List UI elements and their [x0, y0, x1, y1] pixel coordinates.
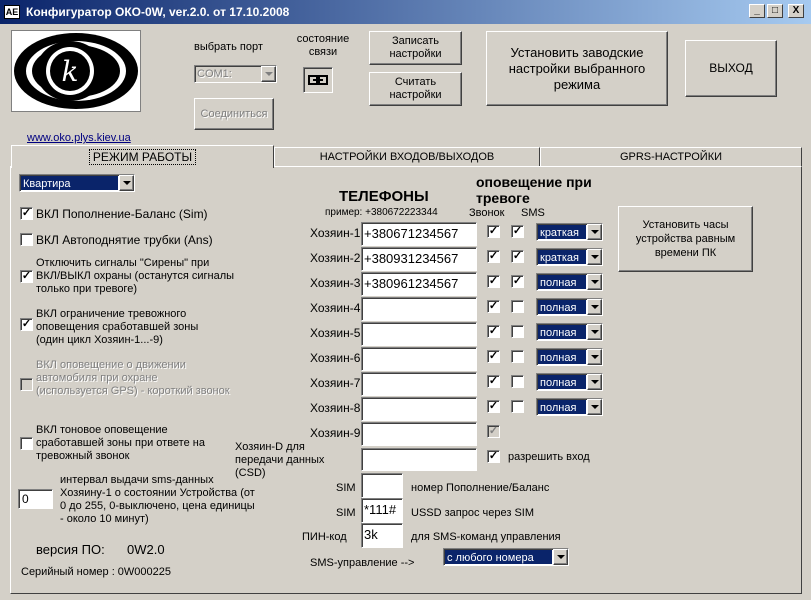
sim-ussd-input[interactable]: *111# [361, 498, 403, 523]
owner-phone-input[interactable] [361, 422, 477, 446]
owner-call-checkbox[interactable]: ✓ [488, 250, 499, 262]
chevron-down-icon [587, 299, 602, 315]
option-siren-off-checkbox[interactable]: ✓ [21, 270, 32, 282]
chevron-down-icon [587, 224, 602, 240]
alert-heading: оповещение при тревоге [476, 174, 592, 206]
minimize-button[interactable]: _ [749, 4, 765, 18]
sim-balance-label: SIM [336, 482, 356, 494]
website-link[interactable]: www.oko.plys.kiev.ua [27, 132, 131, 144]
app-icon: AE [5, 7, 19, 17]
option-auto-answer-label: ВКЛ Автоподнятие трубки (Ans) [36, 233, 213, 247]
owner-alert-mode-select[interactable] [536, 398, 603, 416]
owner-call-checkbox[interactable]: ✓ [488, 325, 499, 337]
port-select[interactable] [194, 65, 277, 83]
option-tone-alert-label: ВКЛ тоновое оповещение сработавшей зоны при ответе на тревожный звонок [36, 424, 205, 462]
chevron-down-icon [587, 324, 602, 340]
owner-label: Хозяин-2 [310, 251, 361, 265]
owner-sms-checkbox[interactable]: ✓ [512, 250, 523, 262]
owner-phone-input[interactable] [361, 322, 477, 346]
link-state-label: состояние связи [296, 33, 350, 58]
sms-control-value: с любого номера [445, 550, 552, 564]
sms-interval-input[interactable]: 0 [18, 489, 53, 509]
owner-call-checkbox[interactable]: ✓ [488, 225, 499, 237]
owner-label: Хозяин-3 [310, 276, 361, 290]
chevron-down-icon [119, 175, 134, 191]
title-bar [0, 0, 811, 24]
owner-phone-input[interactable] [361, 372, 477, 396]
allow-input-checkbox[interactable]: ✓ [488, 450, 499, 462]
chevron-down-icon [587, 399, 602, 415]
serial-number: Серийный номер : 0W000225 [21, 566, 172, 578]
sms-control-label: SMS-управление --> [310, 557, 415, 569]
owner-alert-mode-value: краткая [538, 225, 586, 239]
link-state-indicator [303, 67, 333, 93]
owner-alert-mode-value: полная [538, 400, 586, 414]
owner-d-label: Хозяин-D для передачи данных (CSD) [235, 441, 325, 479]
owner-alert-mode-value: полная [538, 350, 586, 364]
owner-call-checkbox[interactable]: ✓ [488, 350, 499, 362]
col-call-label: Звонок [469, 207, 505, 219]
owner-alert-mode-value: полная [538, 300, 586, 314]
option-auto-answer-checkbox[interactable] [20, 233, 33, 246]
owner-label: Хозяин-1 [310, 226, 361, 240]
window-title: Конфигуратор ОКО-0W, ver.2.0. от 17.10.2008 [26, 5, 290, 19]
owner-phone-input[interactable] [361, 347, 477, 371]
phones-heading: ТЕЛЕФОНЫ [339, 188, 429, 205]
chevron-down-icon [553, 549, 568, 565]
sim-balance-input[interactable] [361, 473, 403, 498]
port-label: выбрать порт [194, 41, 263, 53]
version-value: 0W2.0 [127, 542, 165, 557]
chevron-down-icon [587, 349, 602, 365]
chevron-down-icon [261, 66, 276, 82]
chevron-down-icon [587, 374, 602, 390]
sim-ussd-label: SIM [336, 507, 356, 519]
owner-alert-mode-value: полная [538, 325, 586, 339]
version-label: версия ПО: [36, 542, 105, 557]
set-clock-button[interactable]: Установить часы устройства равным времени ПК [618, 206, 753, 272]
owner-label: Хозяин-5 [310, 326, 361, 340]
owner-alert-mode-select[interactable] [536, 248, 603, 266]
owner-phone-input[interactable]: +380931234567 [361, 247, 477, 271]
owner-d-input[interactable] [361, 448, 477, 471]
owner-alert-mode-select[interactable] [536, 323, 603, 341]
pin-desc: для SMS-команд управления [411, 531, 561, 543]
owner-sms-checkbox[interactable] [511, 400, 524, 413]
factory-settings-button[interactable]: Установить заводские настройки выбранного режима [486, 31, 668, 106]
option-gps-motion-label: ВКЛ оповещение о движении автомобиля при охране (используется GPS) - короткий звонок [36, 359, 230, 397]
read-settings-button[interactable]: Считать настройки [369, 72, 462, 106]
option-sim-balance-label: ВКЛ Пополнение-Баланс (Sim) [36, 207, 208, 221]
owner-label: Хозяин-7 [310, 376, 361, 390]
owner-label: Хозяин-4 [310, 301, 361, 315]
connect-button[interactable]: Соединиться [194, 98, 274, 130]
owner-phone-input[interactable] [361, 297, 477, 321]
owner-call-checkbox[interactable]: ✓ [488, 400, 499, 412]
tab-mode-label: РЕЖИМ РАБОТЫ [89, 149, 196, 165]
maximize-button[interactable]: □ [767, 4, 783, 18]
port-select-value: COM1: [197, 68, 232, 80]
owner-alert-mode-value: полная [538, 375, 586, 389]
owner-call-checkbox[interactable]: ✓ [488, 275, 499, 287]
sim-balance-desc: номер Пополнение/Баланс [411, 482, 550, 494]
owner-sms-checkbox[interactable] [511, 325, 524, 338]
sms-control-select[interactable] [443, 548, 569, 566]
owner-phone-input[interactable] [361, 397, 477, 421]
owner-sms-checkbox[interactable] [511, 300, 524, 313]
option-gps-motion-checkbox[interactable] [20, 378, 33, 391]
owner-alert-mode-select[interactable] [536, 348, 603, 366]
owner-label: Хозяин-6 [310, 351, 361, 365]
close-button[interactable]: X [788, 4, 804, 18]
owner-call-checkbox[interactable]: ✓ [488, 425, 499, 437]
owner-phone-input[interactable]: +380961234567 [361, 272, 477, 296]
link-state-icon [307, 71, 329, 89]
option-siren-off-label: Отключить сигналы "Сирены" при ВКЛ/ВЫКЛ охраны (останутся сигналы только при тревоге) [36, 257, 235, 295]
logo [11, 30, 141, 112]
allow-input-label: разрешить вход [508, 451, 590, 463]
mode-select[interactable] [19, 174, 135, 192]
owner-label: Хозяин-8 [310, 401, 361, 415]
pin-label: ПИН-код [302, 531, 347, 543]
option-tone-alert-checkbox[interactable] [20, 437, 33, 450]
sms-interval-label: интервал выдачи sms-данных Хозяину-1 о состоянии Устройства (от 0 до 255, 0-выключено, цена единицы - около 10 минут) [60, 474, 255, 525]
tab-gprs[interactable]: GPRS-НАСТРОЙКИ [540, 147, 802, 167]
owner-sms-checkbox[interactable]: ✓ [512, 225, 523, 237]
exit-button[interactable]: ВЫХОД [685, 40, 777, 97]
owner-alert-mode-select[interactable] [536, 298, 603, 316]
phones-example: пример: +380672223344 [325, 207, 438, 218]
mode-select-value: Квартира [21, 176, 118, 190]
chevron-down-icon [587, 274, 602, 290]
tab-inputs-outputs[interactable]: НАСТРОЙКИ ВХОДОВ/ВЫХОДОВ [274, 147, 540, 167]
owner-alert-mode-value: полная [538, 275, 586, 289]
owner-alert-mode-value: краткая [538, 250, 586, 264]
option-limit-alert-checkbox[interactable]: ✓ [21, 318, 32, 330]
owner-call-checkbox[interactable]: ✓ [488, 375, 499, 387]
owner-alert-mode-select[interactable] [536, 223, 603, 241]
pin-input[interactable]: 3k [361, 523, 403, 548]
tab-mode[interactable] [11, 145, 274, 168]
owner-label: Хозяин-9 [310, 426, 361, 440]
owner-alert-mode-select[interactable] [536, 373, 603, 391]
sim-ussd-desc: USSD запрос через SIM [411, 507, 535, 519]
owner-phone-input[interactable]: +380671234567 [361, 222, 477, 246]
logo-image [12, 31, 140, 111]
owner-sms-checkbox[interactable]: ✓ [512, 275, 523, 287]
col-sms-label: SMS [521, 207, 545, 219]
write-settings-button[interactable]: Записать настройки [369, 31, 462, 65]
owner-alert-mode-select[interactable] [536, 273, 603, 291]
owner-sms-checkbox[interactable] [511, 350, 524, 363]
svg-text:k: k [61, 55, 79, 88]
owner-call-checkbox[interactable]: ✓ [488, 300, 499, 312]
option-limit-alert-label: ВКЛ ограничение тревожного оповещения сработавшей зоны (один цикл Хозяин-1...-9) [36, 308, 199, 346]
owner-sms-checkbox[interactable] [511, 375, 524, 388]
chevron-down-icon [587, 249, 602, 265]
option-sim-balance-checkbox[interactable]: ✓ [21, 207, 32, 219]
